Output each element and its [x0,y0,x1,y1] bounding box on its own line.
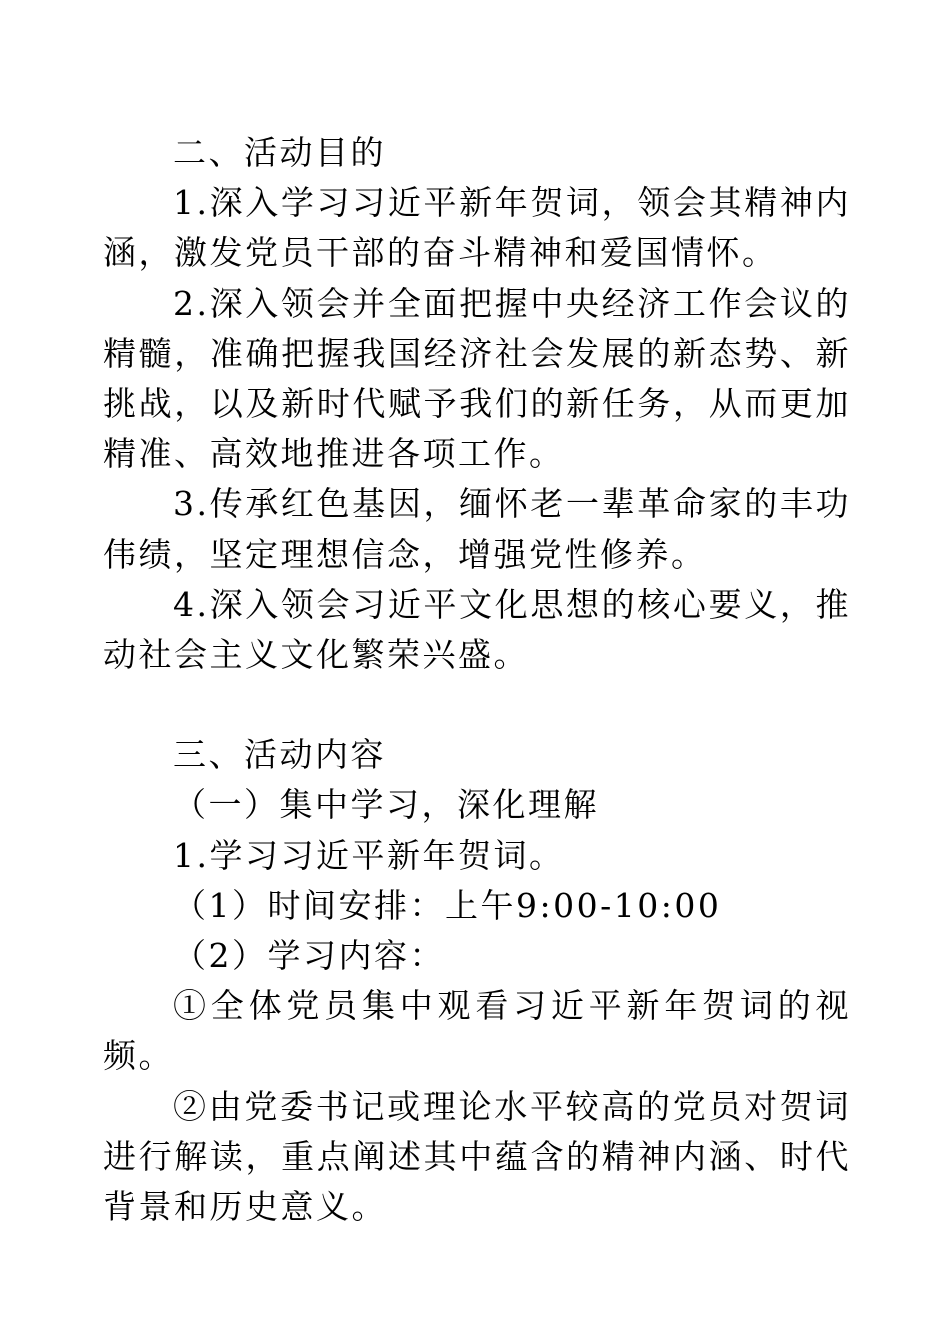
study-time-arrangement: （1）时间安排：上午9:00-10:00 [173,885,722,925]
section-spacer [103,680,851,730]
purpose-item-4: 4.深入领会习近平文化思想的核心要义，推动社会主义文化繁荣兴盛。 [103,584,851,675]
purpose-item-2: 2.深入领会并全面把握中央经济工作会议的精髓，准确把握我国经济社会发展的新态势、新挑战，以及新时代赋予我们的新任务，从而更加精准、高效地推进各项工作。 [103,283,851,474]
study-point-2: ②由党委书记或理论水平较高的党员对贺词进行解读，重点阐述其中蕴含的精神内涵、时代背景和历史意义。 [103,1086,851,1227]
subsection-heading-focused-study: （一）集中学习，深化理解 [173,785,599,825]
section-heading-activity-purpose: 二、活动目的 [173,133,386,172]
study-item-1: 1.学习习近平新年贺词。 [173,835,565,875]
purpose-item-1: 1.深入学习习近平新年贺词，领会其精神内涵，激发党员干部的奋斗精神和爱国情怀。 [103,183,851,273]
study-point-1: ①全体党员集中观看习近平新年贺词的视频。 [103,986,851,1076]
section-heading-activity-content: 三、活动内容 [173,735,386,775]
study-content-label: （2）学习内容： [173,936,445,976]
purpose-item-3: 3.传承红色基因，缅怀老一辈革命家的丰功伟绩，坚定理想信念，增强党性修养。 [103,484,851,574]
document-page [103,128,851,1232]
